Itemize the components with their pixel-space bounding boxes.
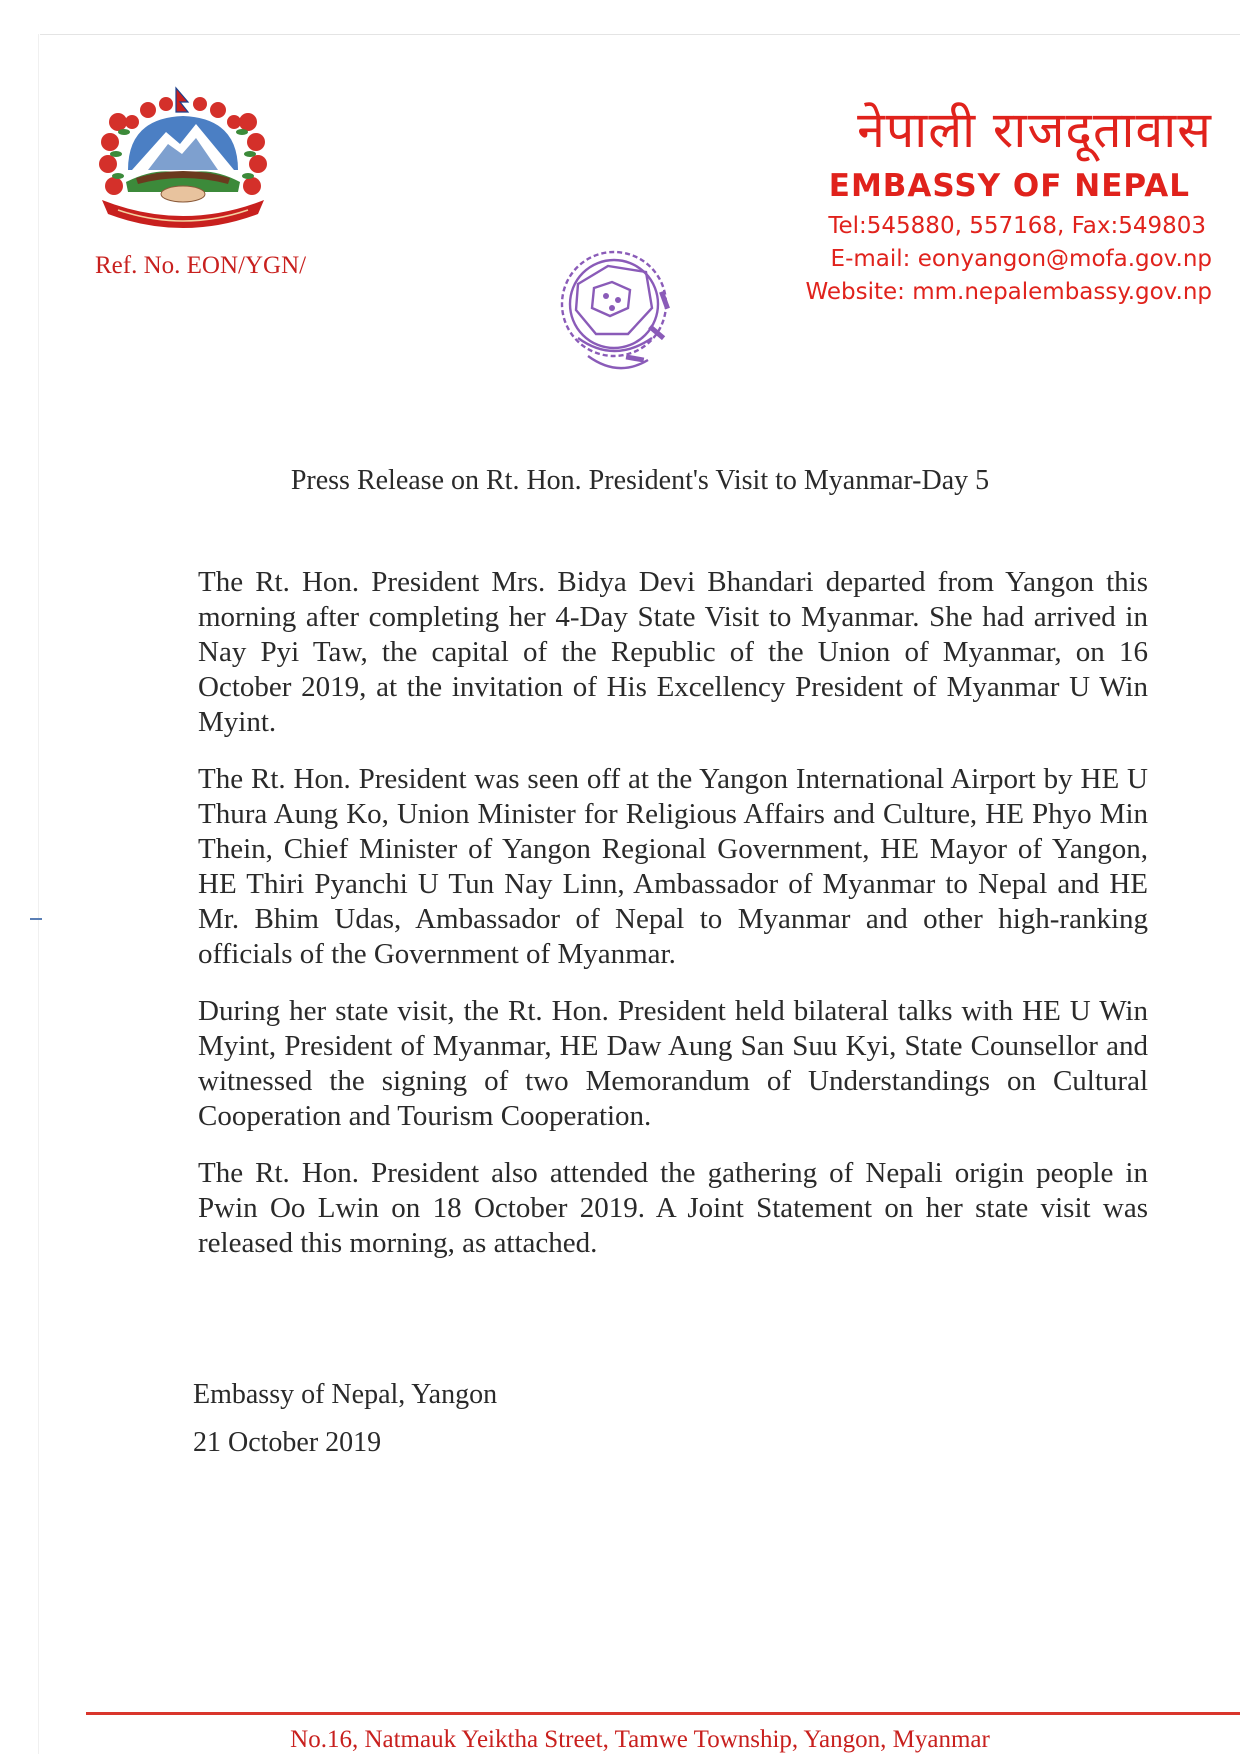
- signoff-block: [193, 1380, 497, 1458]
- document-title: Press Release on Rt. Hon. President's Visit to Myanmar-Day 5: [290, 465, 990, 496]
- telephone-fax: Tel:545880, 557168, Fax:549803: [828, 213, 1206, 239]
- website-address: Website: mm.nepalembassy.gov.np: [805, 279, 1212, 305]
- footer-rule: [86, 1712, 1240, 1715]
- nepali-title: नेपाली राजदूतावास: [857, 101, 1212, 159]
- stray-mark: [30, 918, 42, 920]
- nepal-emblem-icon: [88, 82, 278, 232]
- paragraph-2: The Rt. Hon. President was seen off at the Yangon International Airport by HE U Thura Aung Ko, Union Minister for Religious Affairs and Culture, HE Phyo Min Thein, Chief Minister of Yangon Regional Government, HE Mayor of Yangon, HE Thiri Pyanchi U Tun Nay Linn, Ambassador of Myanmar to Nepal and HE Mr. Bhim Udas, Ambassador of Nepal to Myanmar and other high-ranking officials of the Government of Myanmar.: [198, 763, 1148, 970]
- paragraph-1: The Rt. Hon. President Mrs. Bidya Devi Bhandari departed from Yangon this morning after completing her 4-Day State Visit to Myanmar. She had arrived in Nay Pyi Taw, the capital of the Republic of the Union of Myanmar, on 16 October 2019, at the invitation of His Excellency President of Myanmar U Win Myint.: [198, 566, 1148, 738]
- email-address: E-mail: eonyangon@mofa.gov.np: [830, 246, 1212, 272]
- left-edge-rule: [38, 34, 39, 1754]
- paragraph-3: During her state visit, the Rt. Hon. President held bilateral talks with HE U Win Myint, President of Myanmar, HE Daw Aung San Suu Kyi, State Counsellor and witnessed the signing of two Memorandum of Understandings on Cultural Cooperation and Tourism Cooperation.: [198, 995, 1148, 1132]
- press-release-body: [198, 565, 1148, 1283]
- embassy-seal-stamp: [548, 238, 688, 386]
- paragraph-4: The Rt. Hon. President also attended the gathering of Nepali origin people in Pwin Oo Lwin on 18 October 2019. A Joint Statement on her state visit was released this morning, as attached.: [198, 1157, 1148, 1259]
- document-date: 21 October 2019: [193, 1427, 382, 1458]
- reference-number: Ref. No. EON/YGN/: [95, 252, 307, 279]
- top-edge-rule: [40, 34, 1240, 35]
- embassy-letterhead: [805, 100, 1212, 309]
- footer-address: No.16, Natmauk Yeiktha Street, Tamwe Township, Yangon, Myanmar: [290, 1726, 990, 1753]
- embassy-name: EMBASSY OF NEPAL: [828, 168, 1190, 204]
- signoff-name: Embassy of Nepal, Yangon: [193, 1379, 498, 1410]
